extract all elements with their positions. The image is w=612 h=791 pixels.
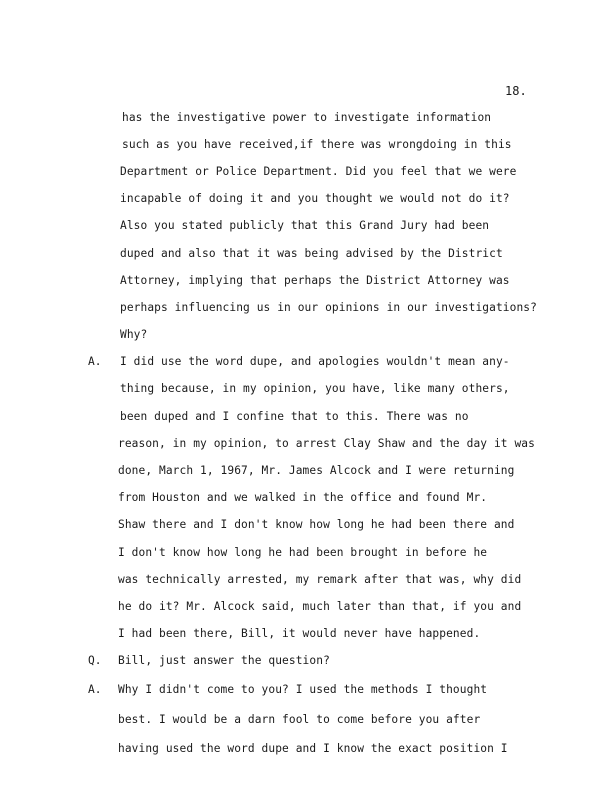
transcript-line: thing because, in my opinion, you have, like many others, bbox=[120, 382, 510, 395]
transcript-line: done, March 1, 1967, Mr. James Alcock and I were returning bbox=[118, 464, 515, 477]
transcript-line: was technically arrested, my remark after that was, why did bbox=[118, 573, 522, 586]
transcript-line: I did use the word dupe, and apologies wouldn't mean any- bbox=[120, 355, 510, 368]
transcript-line: Also you stated publicly that this Grand Jury had been bbox=[120, 219, 490, 232]
transcript-line: Why I didn't come to you? I used the methods I thought bbox=[118, 683, 488, 696]
transcript-line: Attorney, implying that perhaps the District Attorney was bbox=[120, 274, 510, 287]
transcript-line: reason, in my opinion, to arrest Clay Shaw and the day it was bbox=[118, 437, 535, 450]
transcript-line: been duped and I confine that to this. There was no bbox=[120, 410, 469, 423]
transcript-line: Department or Police Department. Did you feel that we were bbox=[120, 165, 517, 178]
transcript-line: duped and also that it was being advised by the District bbox=[120, 247, 503, 260]
transcript-line: Shaw there and I don't know how long he had been there and bbox=[118, 518, 515, 531]
answer-marker: A. bbox=[88, 683, 102, 696]
answer-marker: A. bbox=[88, 355, 102, 368]
transcript-line: Why? bbox=[120, 328, 148, 341]
transcript-line: Bill, just answer the question? bbox=[118, 654, 330, 667]
transcript-line: having used the word dupe and I know the exact position I bbox=[118, 742, 508, 755]
transcript-line: I had been there, Bill, it would never have happened. bbox=[118, 627, 481, 640]
transcript-line: perhaps influencing us in our opinions in our investigations? bbox=[120, 301, 537, 314]
question-marker: Q. bbox=[88, 654, 102, 667]
transcript-line: incapable of doing it and you thought we would not do it? bbox=[120, 192, 510, 205]
transcript-line: I don't know how long he had been brought in before he bbox=[118, 546, 488, 559]
page-number: 18. bbox=[505, 84, 527, 98]
transcript-line: has the investigative power to investigate information bbox=[122, 111, 492, 124]
transcript-line: such as you have received,if there was wrongdoing in this bbox=[122, 138, 512, 151]
transcript-line: best. I would be a darn fool to come before you after bbox=[118, 713, 481, 726]
transcript-line: he do it? Mr. Alcock said, much later than that, if you and bbox=[118, 600, 522, 613]
transcript-line: from Houston and we walked in the office and found Mr. bbox=[118, 491, 488, 504]
